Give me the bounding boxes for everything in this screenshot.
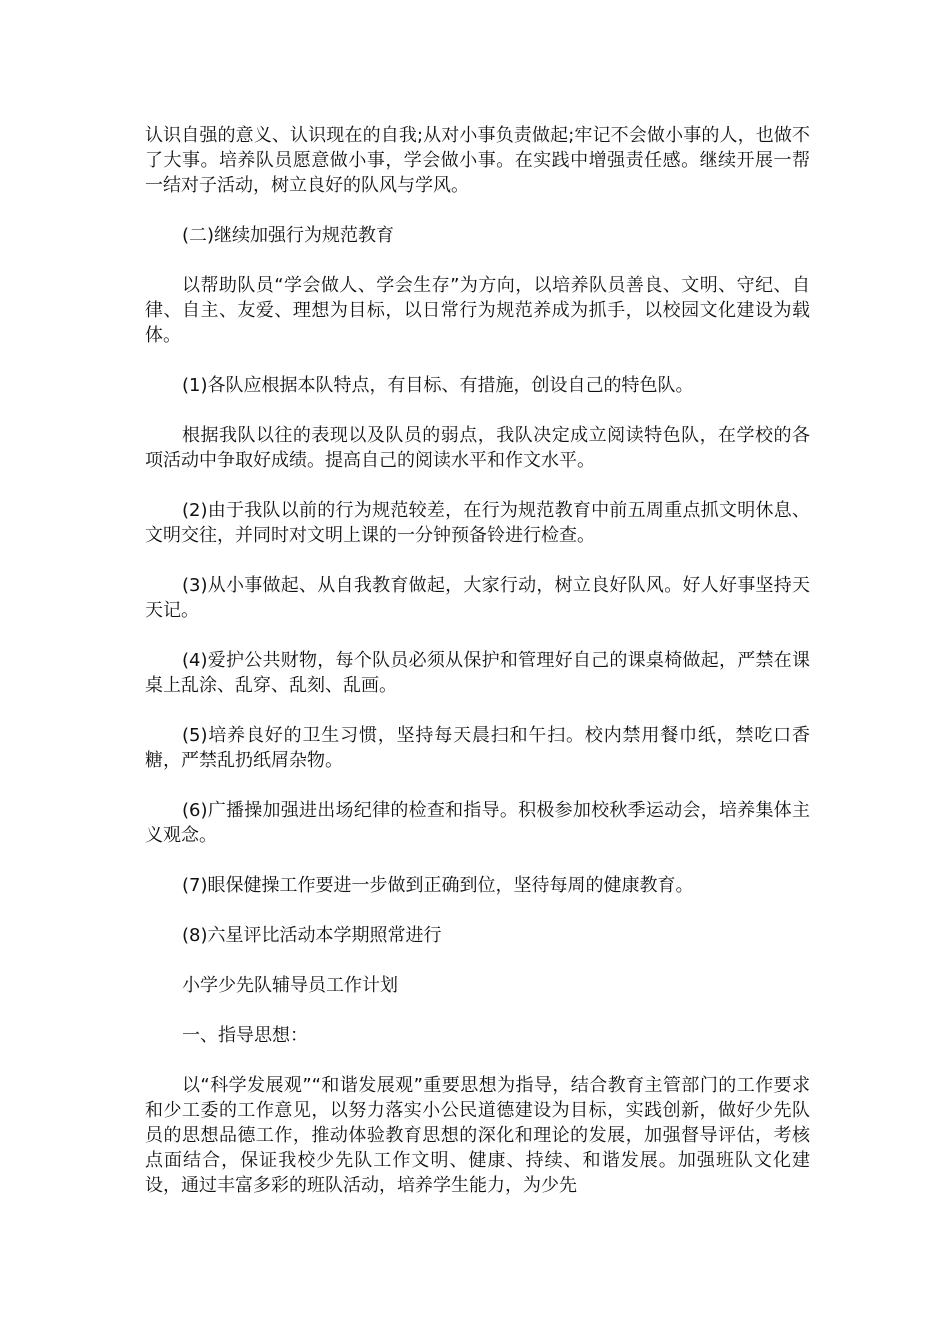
list-item: (8)六星评比活动本学期照常进行 <box>182 925 442 946</box>
document-subtitle: 小学少先队辅导员工作计划 <box>182 975 398 996</box>
list-item: (5)培养良好的卫生习惯，坚持每天晨扫和午扫。校内禁用餐巾纸，禁吃口香糖，严禁乱扔纸屑杂物。 <box>145 725 810 771</box>
list-item: (3)从小事做起、从自我教育做起，大家行动，树立良好队风。好人好事坚持天天记。 <box>145 575 810 621</box>
list-item: (6)广播操加强进出场纪律的检查和指导。积极参加校秋季运动会，培养集体主义观念。 <box>145 800 810 846</box>
document-body <box>145 123 810 1223</box>
list-item: (7)眼保健操工作要进一步做到正确到位，坚待每周的健康教育。 <box>182 875 694 896</box>
section-heading: (二)继续加强行为规范教育 <box>182 225 395 246</box>
section-heading: 一、指导思想： <box>182 1025 308 1046</box>
paragraph: 以帮助队员“学会做人、学会生存”为方向，以培养队员善良、文明、守纪、自律、自主、友爱、理想为目标，以日常行为规范养成为抓手，以校园文化建设为载体。 <box>145 275 810 346</box>
list-item: (1)各队应根据本队特点，有目标、有措施，创设自己的特色队。 <box>182 375 694 396</box>
paragraph: 根据我队以往的表现以及队员的弱点，我队决定成立阅读特色队，在学校的各项活动中争取好成绩。提高自己的阅读水平和作文水平。 <box>145 425 810 471</box>
list-item: (2)由于我队以前的行为规范较差，在行为规范教育中前五周重点抓文明休息、文明交往，并同时对文明上课的一分钟预备铃进行检查。 <box>145 500 810 546</box>
paragraph: 以“科学发展观”“和谐发展观”重要思想为指导，结合教育主管部门的工作要求和少工委的工作意见，以努力落实小公民道德建设为目标，实践创新，做好少先队员的思想品德工作，推动体验教育思想的深化和理论的发展，加强督导评估，考核点面结合，保证我校少先队工作文明、健康、持续、和谐发展。加强班队文化建设，通过丰富多彩的班队活动，培养学生能力，为少先 <box>145 1075 810 1196</box>
list-item: (4)爱护公共财物，每个队员必须从保护和管理好自己的课桌椅做起，严禁在课桌上乱涂、乱穿、乱刻、乱画。 <box>145 650 810 696</box>
paragraph: 认识自强的意义、认识现在的自我;从对小事负责做起;牢记不会做小事的人，也做不了大事。培养队员愿意做小事，学会做小事。在实践中增强责任感。继续开展一帮一结对子活动，树立良好的队风与学风。 <box>145 125 810 196</box>
